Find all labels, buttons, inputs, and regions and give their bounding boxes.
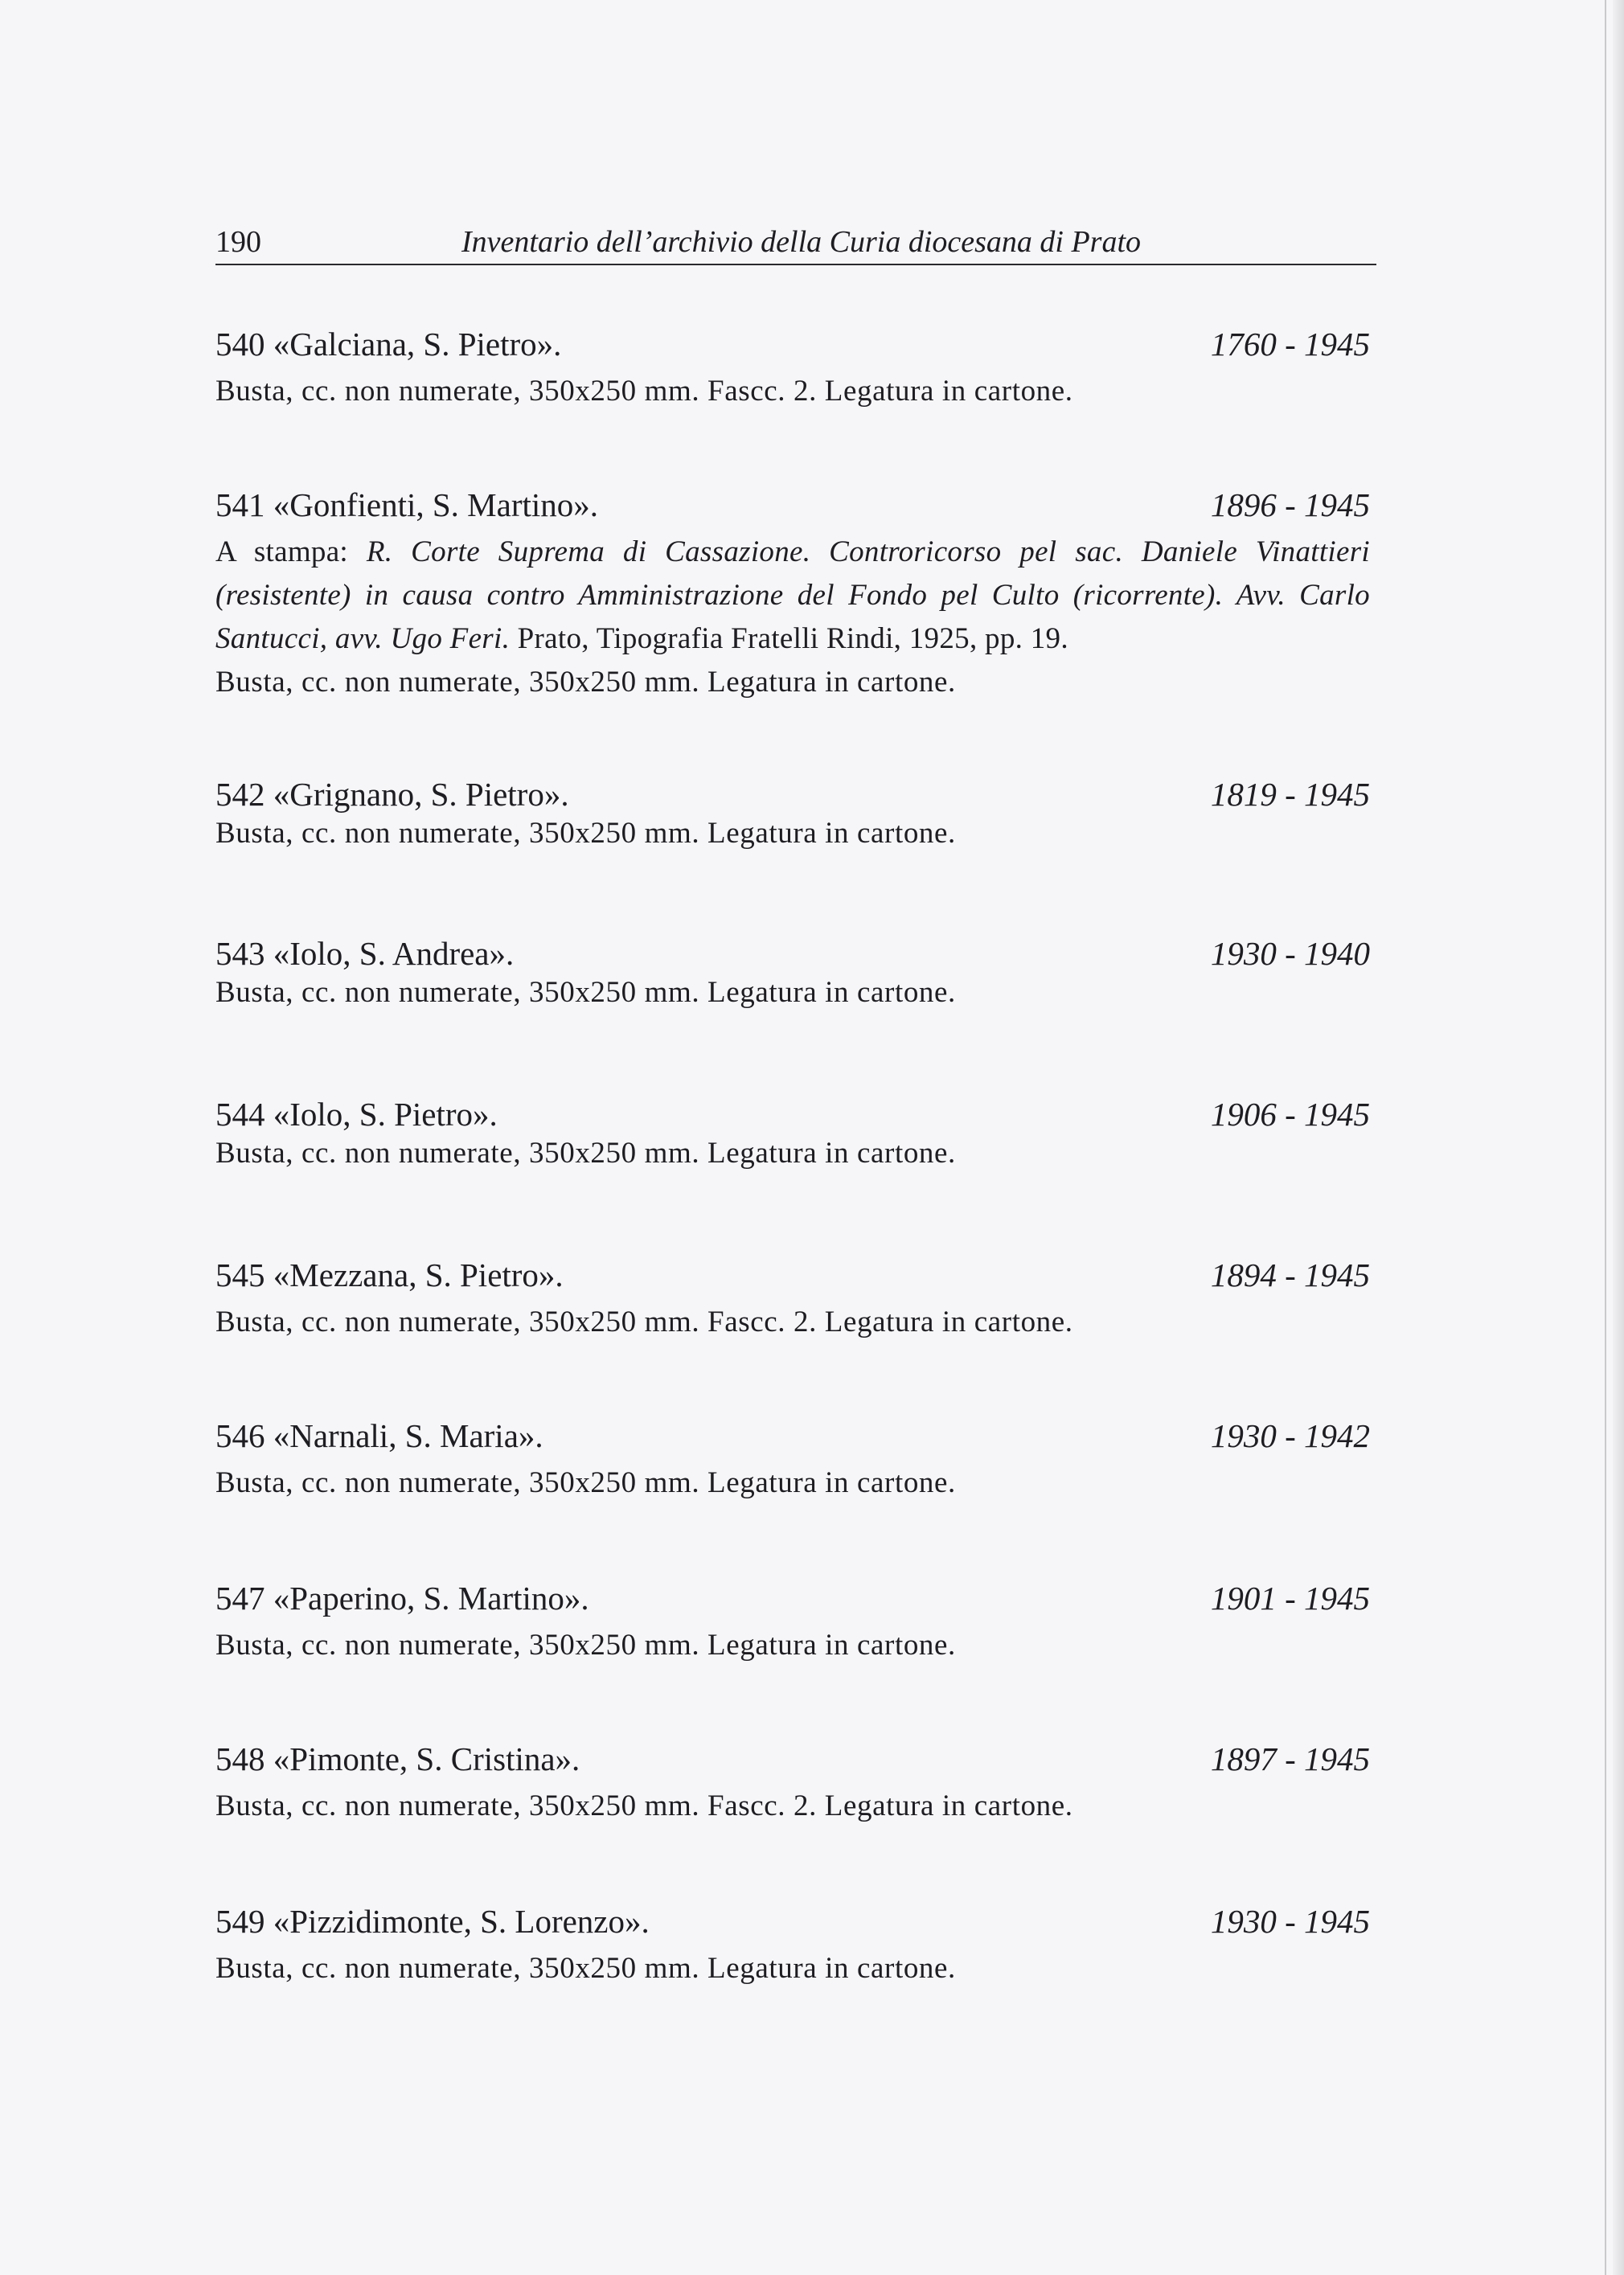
- entry-head: [215, 1251, 1370, 1299]
- entry-description: Busta, cc. non numerate, 350x250 mm. Legatura in cartone.: [215, 976, 956, 1009]
- entry-description: Busta, cc. non numerate, 350x250 mm. Legatura in cartone.: [215, 1137, 956, 1170]
- print-prefix: A stampa:: [215, 535, 367, 568]
- entry-description: Busta, cc. non numerate, 350x250 mm. Legatura in cartone.: [215, 817, 956, 850]
- entry-description: Busta, cc. non numerate, 350x250 mm. Legatura in cartone.: [215, 666, 956, 699]
- entry-description: Busta, cc. non numerate, 350x250 mm. Legatura in cartone.: [215, 1629, 956, 1662]
- entry-dates: 1930 - 1942: [1210, 1417, 1370, 1454]
- entry-549: [215, 1897, 1370, 1990]
- entry-title: 545 «Mezzana, S. Pietro».: [215, 1256, 564, 1293]
- page-edge: [1613, 0, 1624, 2275]
- entry-541: [215, 481, 1370, 704]
- entry-head: [215, 929, 1370, 978]
- entry-547: [215, 1574, 1370, 1667]
- entry-dates: 1897 - 1945: [1210, 1740, 1370, 1777]
- entry-545: [215, 1251, 1370, 1344]
- entry-title: 549 «Pizzidimonte, S. Lorenzo».: [215, 1903, 650, 1940]
- entry-head: [215, 1574, 1370, 1622]
- entry-title: 540 «Galciana, S. Pietro».: [215, 326, 562, 363]
- entry-description: Busta, cc. non numerate, 350x250 mm. Fascc. 2. Legatura in cartone.: [215, 1306, 1073, 1338]
- entry-head: [215, 1735, 1370, 1783]
- entry-544: [215, 1090, 1370, 1175]
- entry-title: 547 «Paperino, S. Martino».: [215, 1580, 589, 1617]
- entry-dates: 1906 - 1945: [1210, 1096, 1370, 1133]
- entry-head: [215, 1412, 1370, 1460]
- entry-dates: 1894 - 1945: [1210, 1256, 1370, 1293]
- entry-dates: 1819 - 1945: [1210, 776, 1370, 813]
- entry-dates: 1760 - 1945: [1210, 326, 1370, 363]
- entry-548: [215, 1735, 1370, 1828]
- entry-dates: 1901 - 1945: [1210, 1580, 1370, 1617]
- entry-title: 546 «Narnali, S. Maria».: [215, 1417, 543, 1454]
- entry-542: [215, 770, 1370, 855]
- entry-title: 548 «Pimonte, S. Cristina».: [215, 1740, 580, 1777]
- entry-dates: 1930 - 1940: [1210, 935, 1370, 972]
- entry-head: [215, 481, 1370, 529]
- entry-title: 543 «Iolo, S. Andrea».: [215, 935, 515, 972]
- running-header: [215, 220, 1376, 265]
- entry-head: [215, 1897, 1370, 1945]
- entry-title: 542 «Grignano, S. Pietro».: [215, 776, 569, 813]
- entry-540: [215, 320, 1370, 413]
- entry-546: [215, 1412, 1370, 1505]
- entry-description: Busta, cc. non numerate, 350x250 mm. Legatura in cartone.: [215, 1466, 956, 1499]
- page-number: 190: [215, 225, 261, 259]
- entry-543: [215, 929, 1370, 1015]
- page-edge-line: [1605, 0, 1606, 2275]
- entry-title: 541 «Gonfienti, S. Martino».: [215, 486, 599, 523]
- entry-description: Busta, cc. non numerate, 350x250 mm. Fascc. 2. Legatura in cartone.: [215, 1789, 1073, 1822]
- entry-head: [215, 770, 1370, 818]
- print-title: R. Corte Suprema di Cassazione. Controricorso pel sac. Daniele Vinattieri (resistente) in causa contro Amministrazione del Fondo pel Culto (ricorrente). Avv. Carlo Santucci, avv. Ugo Feri.: [215, 535, 1370, 655]
- print-imprint: Prato, Tipografia Fratelli Rindi, 1925, pp. 19.: [510, 622, 1068, 655]
- entry-dates: 1896 - 1945: [1210, 486, 1370, 523]
- entry-head: [215, 1090, 1370, 1138]
- entry-description: Busta, cc. non numerate, 350x250 mm. Legatura in cartone.: [215, 1952, 956, 1985]
- running-title: Inventario dell’archivio della Curia diocesana di Prato: [461, 225, 1142, 259]
- entry-title: 544 «Iolo, S. Pietro».: [215, 1096, 498, 1133]
- print-note: [215, 531, 1370, 661]
- entry-dates: 1930 - 1945: [1210, 1903, 1370, 1940]
- entry-description: Busta, cc. non numerate, 350x250 mm. Fascc. 2. Legatura in cartone.: [215, 375, 1073, 408]
- entry-head: [215, 320, 1370, 368]
